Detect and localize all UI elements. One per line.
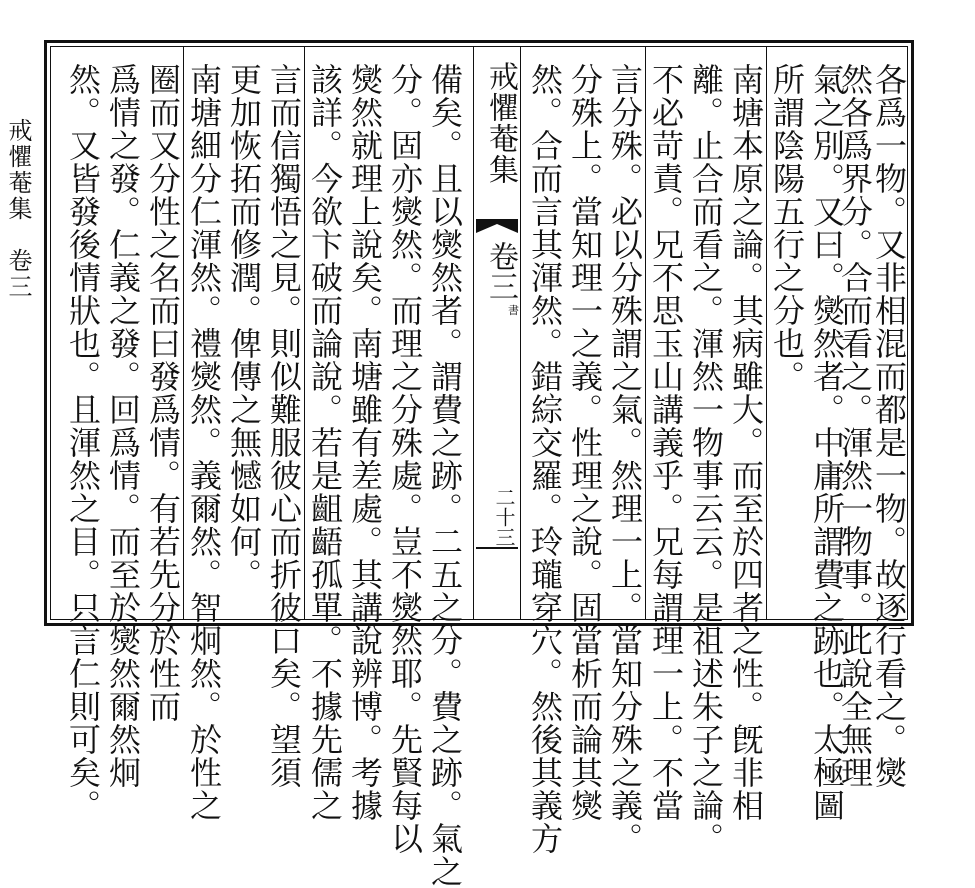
text-column: 南塘本原之論。其病雖大。而至於四者之性。旣非相 <box>727 63 765 822</box>
center-book-title: 戒懼菴集 <box>483 61 518 185</box>
text-column: 不必苛責。兄不思玉山講義乎。兄每謂理一上。不當 <box>647 63 685 822</box>
center-fold-strip <box>473 47 521 619</box>
center-volume-label: 卷三 <box>483 241 518 301</box>
text-column: 各爲一物。又非相混而都是一物。故逐行看之。爕 <box>870 63 908 789</box>
text-column: 南塘細分仁渾然。禮爕然。義爾然。智炯然。於性之 <box>185 63 223 822</box>
center-section-label: 書 <box>508 304 519 317</box>
fishtail-mark <box>476 219 518 233</box>
page-frame-inner <box>50 46 908 888</box>
text-column: 更加恢拓而修潤。俾傳之無憾如何。 <box>225 63 263 591</box>
text-column: 然。又皆發後情狀也。且渾然之目。只言仁則可矣。 <box>64 63 102 822</box>
text-column: 該詳。今欲卞破而論說。若是齟齬孤單。不據先儒之 <box>306 63 344 822</box>
center-page-number: 二十三 <box>492 487 516 547</box>
text-column: 爕然就理上說矣。南塘雖有差處。其講說辨博。考據 <box>346 63 384 822</box>
text-column: 爲情之發。仁義之發。回爲情。而至於爕然爾然炯 <box>104 63 142 789</box>
text-column: 氣之別。又曰。爕然者。中庸所謂費之跡也。太極圖 <box>808 63 846 822</box>
text-column: 分。固亦爕然。而理之分殊處。豈不爕然耶。先賢每以 <box>386 63 424 855</box>
center-bottom-bar <box>476 547 518 549</box>
running-title: 戒懼菴集 卷三 <box>4 118 32 300</box>
text-column: 言分殊。必以分殊謂之氣。然理一上。當知分殊之義。 <box>606 63 644 855</box>
page-frame <box>44 40 914 888</box>
text-column: 分殊上。當知理一之義。性理之說。固當析而論其爕 <box>566 63 604 822</box>
text-column: 然各爲界分。合而看之。渾然一物事。此說全無理 <box>836 63 874 789</box>
text-column: 離。止合而看之。渾然一物事云云。是祖述朱子之論。 <box>687 63 725 855</box>
text-column: 備矣。且以爕然者。謂費之跡。二五之分。費之跡。氣之 <box>426 63 464 888</box>
text-column: 然。合而言其渾然。錯綜交羅。玲瓏穿穴。然後其義方 <box>526 63 564 855</box>
text-column: 言而信獨悟之見。則似難服彼心而折彼口矣。望須 <box>265 63 303 789</box>
text-column: 所謂陰陽五行之分也。 <box>768 63 806 393</box>
text-column: 圈而又分性之名而曰發爲情。有若先分於性而 <box>144 63 182 723</box>
